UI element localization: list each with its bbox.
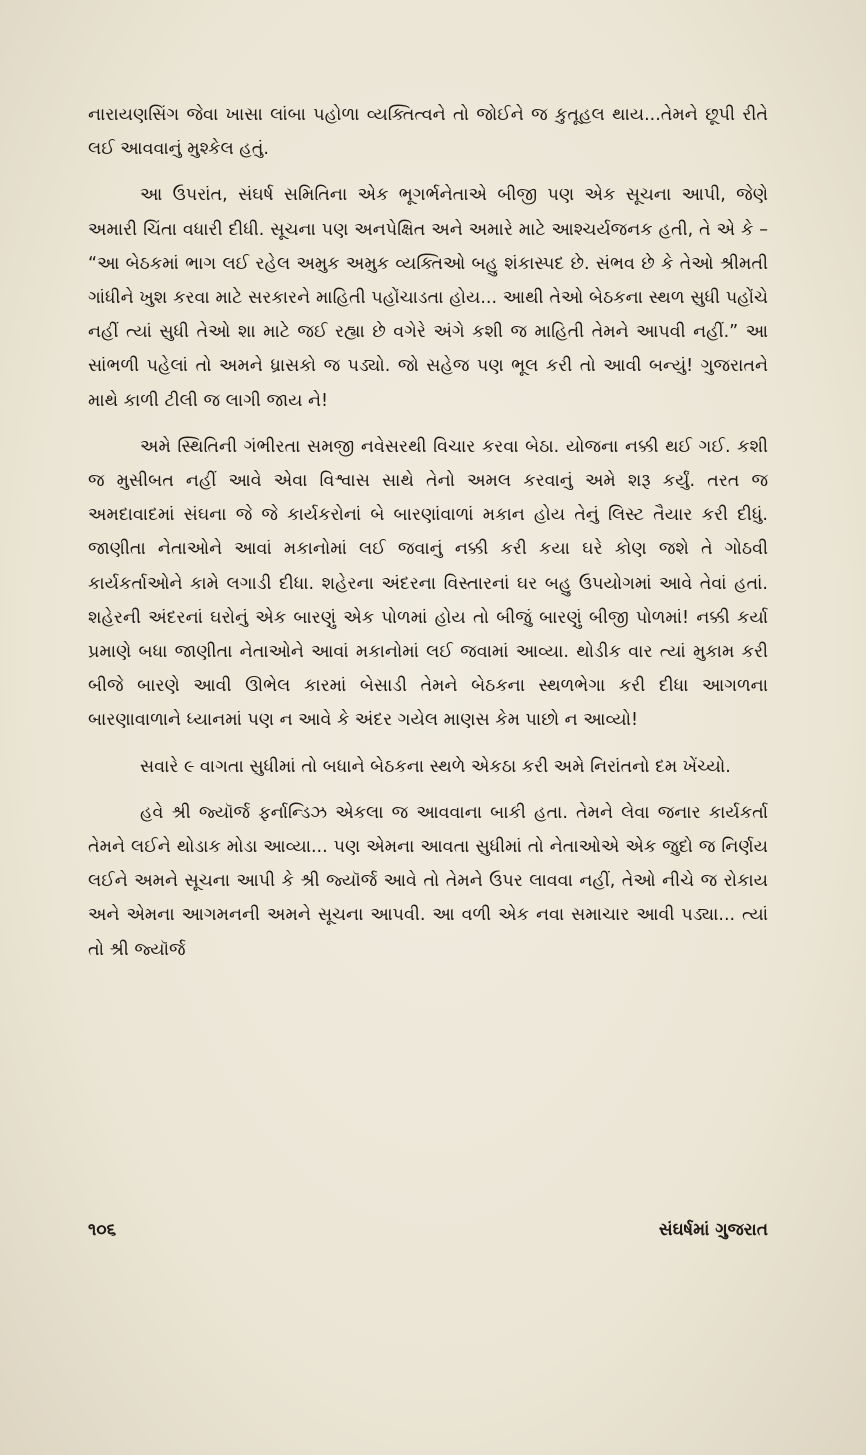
paragraph-plan: અમે સ્થિતિની ગંભીરતા સમજી નવેસરથી વિચાર કરવા બેઠા. યોજના નક્કી થઈ ગઈ. કશી જ મુસીબત નહીં આવે એવા વિશ્વાસ સાથે તેનો અમલ કરવાનું અમે શરૂ કર્યું. તરત જ અમદાવાદમાં સંઘના જે જે કાર્યકરોનાં બે બારણાંવાળાં મકાન હોય તેનું લિસ્ટ તૈયાર કરી દીધું. જાણીતા નેતાઓને આવાં મકાનોમાં લઈ જવાનું નક્કી કરી કયા ઘરે કોણ જશે તે ગોઠવી કાર્યકર્તાઓને કામે લગાડી દીધા. શહેરના અંદરના વિસ્તારનાં ઘર બહુ ઉપયોગમાં આવે તેવાં હતાં. શહેરની અંદરનાં ઘરોનું એક બારણું એક પોળમાં હોય તો બીજું બારણું બીજી પોળમાં! નક્કી કર્યા પ્રમાણે બધા જાણીતા નેતાઓને આવાં મકાનોમાં લઈ જવામાં આવ્યા. થોડીક વાર ત્યાં મુકામ કરી બીજે બારણે આવી ઊભેલ કારમાં બેસાડી તેમને બેઠકના સ્થળભેગા કરી દીધા આગળના બારણાવાળાને ધ્યાનમાં પણ ન આવે કે અંદર ગયેલ માણસ કેમ પાછો ન આવ્યો! xyxy=(88,436,768,731)
paragraph-continuation: નારાયણસિંગ જેવા ખાસા લાંબા પહોળા વ્યક્તિત્વને તો જોઈને જ કુતૂહલ થાય...તેમને છૂપી રીતે લઈ આવવાનું મુશ્કેલ હતું. xyxy=(88,105,768,160)
page-footer xyxy=(88,1220,768,1250)
running-book-title: સંઘર્ષમાં ગુજરાત xyxy=(658,1220,768,1240)
page-number: ૧૦૬ xyxy=(88,1220,117,1240)
paragraph-morning: સવારે ૯ વાગતા સુધીમાં તો બધાને બેઠકના સ્થળે એકઠા કરી અમે નિરાંતનો દમ ખેંચ્યો. xyxy=(140,756,731,777)
paragraph-george: હવે શ્રી જ્યૉર્જ ફર્નાન્ડિઝ એકલા જ આવવાના બાકી હતા. તેમને લેવા જનાર કાર્યકર્તા તેમને લઈને થોડાક મોડા આવ્યા... પણ એમના આવતા સુધીમાં તો નેતાઓએ એક જુદો જ નિર્ણય લઈને અમને સૂચના આપી કે શ્રી જ્યૉર્જ આવે તો તેમને ઉપર લાવવા નહીં, તેઓ નીચે જ રોકાય અને એમના આગમનની અમને સૂચના આપવી. આ વળી એક નવા સમાચાર આવી પડ્યા... ત્યાં તો શ્રી જ્યૉર્જ xyxy=(88,802,768,960)
paragraph-warning-instruction: આ ઉપરાંત, સંઘર્ષ સમિતિના એક ભૂગર્ભનેતાએ બીજી પણ એક સૂચના આપી, જેણે અમારી ચિંતા વધારી દીધી. સૂચના પણ અનપેક્ષિત અને અમારે માટે આશ્ચર્યજનક હતી, તે એ કે – “આ બેઠકમાં ભાગ લઈ રહેલ અમુક અમુક વ્યક્તિઓ બહુ શંકાસ્પદ છે. સંભવ છે કે તેઓ શ્રીમતી ગાંધીને ખુશ કરવા માટે સરકારને માહિતી પહોંચાડતા હોય... આથી તેઓ બેઠકના સ્થળ સુધી પહોંચે નહીં ત્યાં સુધી તેઓ શા માટે જઈ રહ્યા છે વગેરે અંગે કશી જ માહિતી તેમને આપવી નહીં.” આ સાંભળી પહેલાં તો અમને ધ્રાસકો જ પડ્યો. જો સહેજ પણ ભૂલ કરી તો આવી બન્યું! ગુજરાતને માથે કાળી ટીલી જ લાગી જાય ને! xyxy=(88,185,768,411)
page-body xyxy=(88,98,768,979)
